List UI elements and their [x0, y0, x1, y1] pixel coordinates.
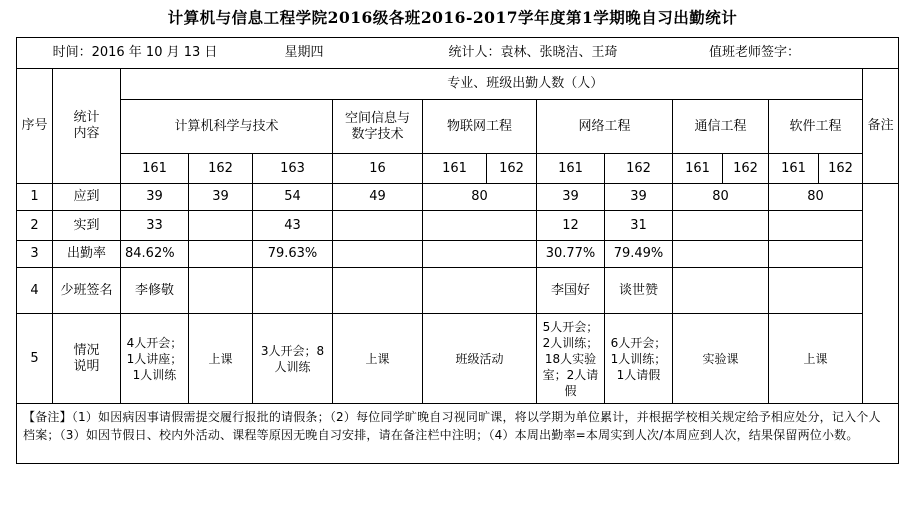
group-header-spacer [121, 69, 189, 100]
remark-cell [863, 184, 899, 404]
cell-cs161: 39 [121, 184, 189, 211]
major-spatial: 空间信息与数字技术 [333, 100, 423, 154]
cell-iot: 80 [423, 184, 537, 211]
cell-cs163: 79.63% [253, 241, 333, 268]
cell-net162: 79.49% [605, 241, 673, 268]
cell-net162: 谈世赞 [605, 268, 673, 314]
cell-cs162 [189, 268, 253, 314]
major-iot: 物联网工程 [423, 100, 537, 154]
content-header: 统计内容 [53, 69, 121, 184]
cell-net161: 39 [537, 184, 605, 211]
class-header: 162 [487, 154, 537, 184]
cell-communication [673, 241, 769, 268]
sheet-title: 计算机与信息工程学院2016级各班2016-2017学年度第1学期晚自习出勤统计 [167, 8, 738, 27]
class-header: 162 [723, 154, 769, 184]
row-label: 出勤率 [53, 241, 121, 268]
class-header: 162 [819, 154, 863, 184]
cell-communication [673, 211, 769, 241]
major-software: 软件工程 [769, 100, 863, 154]
cell-communication: 实验课 [673, 314, 769, 404]
header-row-majors [17, 100, 899, 154]
cell-cs163: 43 [253, 211, 333, 241]
note-row [17, 404, 899, 464]
table-row [17, 314, 899, 404]
cell-iot: 班级活动 [423, 314, 537, 404]
cell-iot [423, 211, 537, 241]
cell-cs163: 54 [253, 184, 333, 211]
header-row-classes [17, 154, 899, 184]
group-header: 专业、班级出勤人数（人） [189, 69, 863, 100]
cell-spatial16 [333, 211, 423, 241]
teacher-sign-field: 值班老师签字： [709, 45, 801, 60]
row-number: 3 [17, 241, 53, 268]
row-number: 4 [17, 268, 53, 314]
note-text: 【备注】（1）如因病因事请假需提交履行报批的请假条；（2）每位同学旷晚自习视同旷课，将以学期为单位累计，并根据学校相关规定给予相应处分，记入个人档案；（3）如因节假日、校内外活动、课程等原因无晚自习安排，请在备注栏中注明；（4）本周出勤率=本周实到人次/本周应到人次，结果保留两位小数。 [17, 404, 899, 464]
statistician-field: 统计人：袁林、张晓洁、王琦 [448, 45, 618, 60]
cell-spatial16: 上课 [333, 314, 423, 404]
cell-net161: 5人开会；2人训练；18人实验室；2人请假 [537, 314, 605, 404]
row-label: 情况说明 [53, 314, 121, 404]
cell-communication [673, 268, 769, 314]
class-header: 16 [333, 154, 423, 184]
row-number: 1 [17, 184, 53, 211]
date-field: 时间：2016 年 10 月 13 日 [52, 45, 218, 60]
cell-cs162 [189, 211, 253, 241]
cell-software [769, 211, 863, 241]
cell-software [769, 241, 863, 268]
table-row [17, 268, 899, 314]
row-number: 2 [17, 211, 53, 241]
cell-spatial16: 49 [333, 184, 423, 211]
cell-net162: 6人开会；1人训练；1人请假 [605, 314, 673, 404]
class-header: 161 [769, 154, 819, 184]
major-network: 网络工程 [537, 100, 673, 154]
row-label: 应到 [53, 184, 121, 211]
cell-software [769, 268, 863, 314]
major-communication: 通信工程 [673, 100, 769, 154]
row-number: 5 [17, 314, 53, 404]
cell-net161: 30.77% [537, 241, 605, 268]
class-header: 161 [423, 154, 487, 184]
cell-software: 80 [769, 184, 863, 211]
table-row [17, 241, 899, 268]
cell-net161: 李国好 [537, 268, 605, 314]
row-label: 实到 [53, 211, 121, 241]
cell-net162: 31 [605, 211, 673, 241]
cell-cs161: 李修敬 [121, 268, 189, 314]
row-label: 少班签名 [53, 268, 121, 314]
class-header: 161 [121, 154, 189, 184]
cell-cs162 [189, 241, 253, 268]
cell-cs163 [253, 268, 333, 314]
class-header: 161 [673, 154, 723, 184]
cell-software: 上课 [769, 314, 863, 404]
seq-header: 序号 [17, 69, 53, 184]
cell-spatial16 [333, 241, 423, 268]
cell-communication: 80 [673, 184, 769, 211]
cell-cs162: 39 [189, 184, 253, 211]
class-header: 162 [189, 154, 253, 184]
cell-iot [423, 268, 537, 314]
cell-cs162: 上课 [189, 314, 253, 404]
major-cs: 计算机科学与技术 [121, 100, 333, 154]
cell-cs161: 4人开会；1人讲座；1人训练 [121, 314, 189, 404]
attendance-table [16, 37, 899, 464]
cell-net161: 12 [537, 211, 605, 241]
cell-cs161: 33 [121, 211, 189, 241]
table-row [17, 184, 899, 211]
remark-header: 备注 [863, 69, 899, 184]
header-row-group [17, 69, 899, 100]
cell-cs161: 84.62% [121, 241, 189, 268]
cell-net162: 39 [605, 184, 673, 211]
class-header: 161 [537, 154, 605, 184]
cell-cs163: 3人开会；8人训练 [253, 314, 333, 404]
table-row [17, 211, 899, 241]
class-header: 162 [605, 154, 673, 184]
weekday-field: 星期四 [284, 45, 324, 60]
info-row [17, 38, 899, 69]
cell-iot [423, 241, 537, 268]
cell-spatial16 [333, 268, 423, 314]
class-header: 163 [253, 154, 333, 184]
